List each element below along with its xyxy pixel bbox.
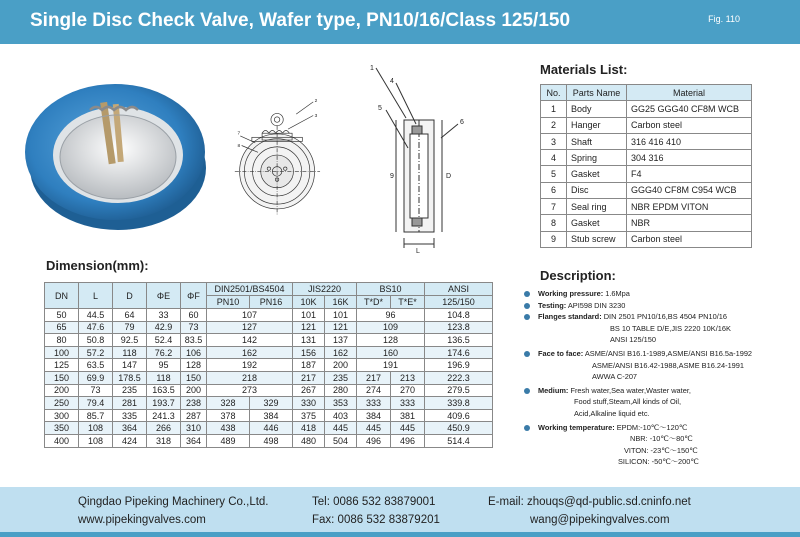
materials-table (540, 84, 752, 248)
col-e: ΦE (147, 283, 181, 309)
dimension-cell: 73 (79, 384, 113, 397)
bullet-icon (524, 314, 530, 320)
dimension-cell: 222.3 (425, 371, 493, 384)
telephone: Tel: 0086 532 83879001 (312, 496, 436, 508)
email-link-secondary[interactable]: wang@pipekingvalves.com (530, 514, 670, 526)
dimension-cell: 79.4 (79, 397, 113, 410)
dimension-cell: 107 (207, 309, 293, 322)
dimension-cell: 121 (325, 321, 357, 334)
dimension-cell: 60 (181, 309, 207, 322)
col-dn: DN (45, 283, 79, 309)
dimension-cell: 162 (207, 346, 293, 359)
materials-header-row (541, 85, 752, 101)
dimension-cell: 136.5 (425, 334, 493, 347)
desc-flanges: Flanges standard: DIN 2501 PN10/16,BS 4504 PN10/16 (520, 311, 790, 323)
bullet-icon (524, 425, 530, 431)
dimension-cell: 438 (207, 422, 250, 435)
dimension-cell: 504 (325, 434, 357, 447)
dimension-cell: 142 (207, 334, 293, 347)
label-3: 3 (314, 113, 318, 119)
dimension-cell: 128 (181, 359, 207, 372)
dimension-cell: 95 (147, 359, 181, 372)
fax: Fax: 0086 532 83879201 (312, 514, 440, 526)
dimension-cell: 200 (45, 384, 79, 397)
dimension-cell: 104.8 (425, 309, 493, 322)
materials-row (541, 231, 752, 247)
dimension-table (44, 282, 493, 448)
desc-face-to-face: Face to face: ASME/ANSI B16.1-1989,ASME/ANSI B16.5a-1992 (520, 348, 790, 360)
desc-testing: Testing: API598 DIN 3230 (520, 300, 790, 312)
dimension-cell: 418 (293, 422, 325, 435)
dimension-cell: 364 (181, 434, 207, 447)
dimension-cell: 118 (147, 371, 181, 384)
dimension-row (45, 434, 493, 447)
dimension-cell: 33 (147, 309, 181, 322)
dimension-cell: 131 (293, 334, 325, 347)
dimension-cell: 200 (181, 384, 207, 397)
material-no-cell: 9 (541, 231, 567, 247)
header-bar (0, 0, 800, 44)
dimension-cell: 193.7 (147, 397, 181, 410)
dimension-cell: 96 (357, 309, 425, 322)
dimension-cell: 375 (293, 409, 325, 422)
bullet-icon (524, 351, 530, 357)
dimension-cell: 274 (357, 384, 391, 397)
dimension-cell: 381 (391, 409, 425, 422)
dimension-cell: 384 (357, 409, 391, 422)
dimension-cell: 318 (147, 434, 181, 447)
dimension-cell: 160 (357, 346, 425, 359)
dimension-cell: 108 (79, 422, 113, 435)
desc-medium: Medium: Fresh water,Sea water,Waster water, (520, 385, 790, 397)
dimension-cell: 178.5 (113, 371, 147, 384)
material-no-cell: 7 (541, 199, 567, 215)
dimension-cell: 57.2 (79, 346, 113, 359)
side-view-drawing (366, 58, 476, 253)
dimension-cell: 80 (45, 334, 79, 347)
dimension-cell: 109 (357, 321, 425, 334)
dimension-cell: 106 (181, 346, 207, 359)
dimension-cell: 445 (325, 422, 357, 435)
dimension-cell: 353 (325, 397, 357, 410)
col-din: DIN2501/BS4504 (207, 283, 293, 296)
col-d: D (113, 283, 147, 309)
dimension-cell: 64 (113, 309, 147, 322)
dimension-cell: 125 (45, 359, 79, 372)
col-te: T*E* (391, 296, 425, 309)
dimension-cell: 445 (357, 422, 391, 435)
desc-working-pressure: Working pressure: 1.6Mpa (520, 288, 790, 300)
material-no-cell: 3 (541, 133, 567, 149)
material-part-cell: Gasket (567, 166, 627, 182)
dimension-cell: 52.4 (147, 334, 181, 347)
col-125-150: 125/150 (425, 296, 493, 309)
dimension-cell: 480 (293, 434, 325, 447)
dimension-cell: 489 (207, 434, 250, 447)
col-jis: JIS2220 (293, 283, 357, 296)
dimension-cell: 280 (325, 384, 357, 397)
dimension-cell: 273 (207, 384, 293, 397)
dimension-cell: 69.9 (79, 371, 113, 384)
website-link[interactable]: www.pipekingvalves.com (78, 514, 206, 526)
materials-row (541, 199, 752, 215)
front-view-drawing (228, 58, 378, 248)
col-10k: 10K (293, 296, 325, 309)
dimension-cell: 100 (45, 346, 79, 359)
dimension-cell: 424 (113, 434, 147, 447)
material-part-cell: Hanger (567, 117, 627, 133)
material-value-cell: Carbon steel (627, 117, 752, 133)
dimension-row (45, 309, 493, 322)
material-part-cell: Seal ring (567, 199, 627, 215)
bottom-bar (0, 532, 800, 537)
dimension-cell: 400 (45, 434, 79, 447)
dimension-cell: 191 (357, 359, 425, 372)
dimension-cell: 213 (391, 371, 425, 384)
dimension-row (45, 321, 493, 334)
dimension-cell: 384 (250, 409, 293, 422)
dimension-row (45, 371, 493, 384)
dimension-cell: 73 (181, 321, 207, 334)
dimension-row (45, 409, 493, 422)
col-parts-name: Parts Name (567, 85, 627, 101)
dimension-cell: 241.3 (147, 409, 181, 422)
col-pn16: PN16 (250, 296, 293, 309)
dimension-cell: 235 (113, 384, 147, 397)
dimension-cell: 496 (357, 434, 391, 447)
dimension-cell: 267 (293, 384, 325, 397)
col-bs: BS10 (357, 283, 425, 296)
dimension-cell: 330 (293, 397, 325, 410)
label-2: 2 (314, 98, 318, 104)
dimension-cell: 514.4 (425, 434, 493, 447)
bullet-icon (524, 291, 530, 297)
dimension-cell: 300 (45, 409, 79, 422)
col-td: T*D* (357, 296, 391, 309)
dimension-cell: 76.2 (147, 346, 181, 359)
dimension-cell: 92.5 (113, 334, 147, 347)
label-d: D (446, 173, 452, 180)
dimension-row (45, 334, 493, 347)
dimension-cell: 63.5 (79, 359, 113, 372)
dimension-cell: 79 (113, 321, 147, 334)
materials-row (541, 150, 752, 166)
material-value-cell: NBR (627, 215, 752, 231)
dimension-row (45, 346, 493, 359)
material-part-cell: Shaft (567, 133, 627, 149)
material-no-cell: 5 (541, 166, 567, 182)
dimension-cell: 101 (293, 309, 325, 322)
dimension-cell: 47.6 (79, 321, 113, 334)
dimension-row (45, 422, 493, 435)
materials-title: Materials List: (540, 62, 628, 77)
label-7: 7 (237, 131, 241, 137)
dimension-cell: 162 (325, 346, 357, 359)
bullet-icon (524, 388, 530, 394)
dimension-cell: 163.5 (147, 384, 181, 397)
dimension-cell: 42.9 (147, 321, 181, 334)
dimension-cell: 50 (45, 309, 79, 322)
dimension-cell: 192 (207, 359, 293, 372)
label-5: 5 (378, 105, 382, 112)
dimension-cell: 147 (113, 359, 147, 372)
dimension-cell: 156 (293, 346, 325, 359)
dimension-cell: 118 (113, 346, 147, 359)
material-value-cell: NBR EPDM VITON (627, 199, 752, 215)
material-part-cell: Disc (567, 182, 627, 198)
dimension-cell: 250 (45, 397, 79, 410)
dimension-cell: 350 (45, 422, 79, 435)
valve-photo (20, 60, 210, 235)
dimension-cell: 65 (45, 321, 79, 334)
material-value-cell: GGG40 CF8M C954 WCB (627, 182, 752, 198)
dimension-cell: 266 (147, 422, 181, 435)
label-9: 9 (390, 173, 394, 180)
dimension-cell: 496 (391, 434, 425, 447)
dimension-cell: 235 (325, 371, 357, 384)
material-value-cell: 304 316 (627, 150, 752, 166)
dimension-cell: 127 (207, 321, 293, 334)
dimension-cell: 409.6 (425, 409, 493, 422)
materials-row (541, 133, 752, 149)
dimension-row (45, 359, 493, 372)
dimension-cell: 196.9 (425, 359, 493, 372)
footer (0, 487, 800, 537)
dimension-cell: 328 (207, 397, 250, 410)
materials-row (541, 101, 752, 117)
dimension-cell: 50.8 (79, 334, 113, 347)
col-material: Material (627, 85, 752, 101)
dimension-cell: 378 (207, 409, 250, 422)
dimension-cell: 339.8 (425, 397, 493, 410)
material-part-cell: Stub screw (567, 231, 627, 247)
description-block: Working pressure: 1.6Mpa Testing: API598 DIN 3230 Flanges standard: DIN 2501 PN10/16,BS 4504 PN10/16 BS 10 TABLE D/E,JIS 2220 10K/16K ANSI 125/150 Face to face: ASME/ANSI B16.1-1989,ASME/ANSI B16.5a-1992 ASME/ANSI B16.42-1988,ASME B16.24-1991 AWWA C-207 Medium: Fresh water,Sea water,Waster water, Food stuff,Steam,All kinds of Oil, Acid,Alkaline liquid etc. Working temperature: EPDM:-10℃～120℃ NBR: -10℃～80℃ VITON: -23℃～150℃ SILICON: -50℃～200℃ (520, 288, 790, 468)
dimension-row (45, 397, 493, 410)
dimension-cell: 83.5 (181, 334, 207, 347)
materials-row (541, 166, 752, 182)
dimension-cell: 123.8 (425, 321, 493, 334)
material-part-cell: Gasket (567, 215, 627, 231)
col-l: L (79, 283, 113, 309)
dimension-cell: 200 (325, 359, 357, 372)
col-ansi: ANSI (425, 283, 493, 296)
description-title: Description: (540, 268, 616, 283)
dimension-cell: 85.7 (79, 409, 113, 422)
dimension-cell: 187 (293, 359, 325, 372)
desc-working-temperature: Working temperature: EPDM:-10℃～120℃ (520, 422, 790, 434)
material-no-cell: 4 (541, 150, 567, 166)
email-link-primary[interactable]: E-mail: zhouqs@qd-public.sd.cninfo.net (488, 496, 691, 508)
dimension-cell: 333 (357, 397, 391, 410)
dimension-cell: 128 (357, 334, 425, 347)
page-title: Single Disc Check Valve, Wafer type, PN10/16/Class 125/150 (30, 10, 571, 31)
material-value-cell: 316 416 410 (627, 133, 752, 149)
dimension-cell: 329 (250, 397, 293, 410)
dimension-row (45, 384, 493, 397)
materials-row (541, 215, 752, 231)
dimension-cell: 101 (325, 309, 357, 322)
dimension-cell: 281 (113, 397, 147, 410)
dimension-cell: 446 (250, 422, 293, 435)
col-f: ΦF (181, 283, 207, 309)
label-1: 1 (370, 65, 374, 72)
label-l: L (416, 248, 420, 253)
dimension-title: Dimension(mm): (46, 258, 149, 273)
dimension-cell: 217 (357, 371, 391, 384)
dimension-cell: 310 (181, 422, 207, 435)
company-name: Qingdao Pipeking Machinery Co.,Ltd. (78, 496, 269, 508)
dimension-cell: 217 (293, 371, 325, 384)
material-no-cell: 1 (541, 101, 567, 117)
dimension-cell: 108 (79, 434, 113, 447)
label-6: 6 (460, 119, 464, 126)
figure-number: Fig. 110 (708, 14, 740, 24)
material-no-cell: 6 (541, 182, 567, 198)
dimension-cell: 150 (45, 371, 79, 384)
dimension-cell: 150 (181, 371, 207, 384)
dimension-cell: 450.9 (425, 422, 493, 435)
dimension-cell: 238 (181, 397, 207, 410)
label-8: 8 (237, 143, 241, 149)
material-value-cell: F4 (627, 166, 752, 182)
dimension-cell: 333 (391, 397, 425, 410)
materials-row (541, 117, 752, 133)
dimension-cell: 498 (250, 434, 293, 447)
col-16k: 16K (325, 296, 357, 309)
material-part-cell: Body (567, 101, 627, 117)
dimension-cell: 270 (391, 384, 425, 397)
materials-row (541, 182, 752, 198)
dimension-cell: 44.5 (79, 309, 113, 322)
dimension-cell: 287 (181, 409, 207, 422)
dimension-cell: 137 (325, 334, 357, 347)
dimension-cell: 121 (293, 321, 325, 334)
material-no-cell: 8 (541, 215, 567, 231)
material-value-cell: Carbon steel (627, 231, 752, 247)
bullet-icon (524, 303, 530, 309)
col-no: No. (541, 85, 567, 101)
dimension-cell: 218 (207, 371, 293, 384)
dimension-cell: 403 (325, 409, 357, 422)
dimension-cell: 445 (391, 422, 425, 435)
material-part-cell: Spring (567, 150, 627, 166)
dimension-cell: 279.5 (425, 384, 493, 397)
material-value-cell: GG25 GGG40 CF8M WCB (627, 101, 752, 117)
dimension-header-row-1 (45, 283, 493, 296)
dimension-cell: 335 (113, 409, 147, 422)
dimension-cell: 364 (113, 422, 147, 435)
dimension-cell: 174.6 (425, 346, 493, 359)
col-pn10: PN10 (207, 296, 250, 309)
label-4: 4 (390, 78, 394, 85)
material-no-cell: 2 (541, 117, 567, 133)
